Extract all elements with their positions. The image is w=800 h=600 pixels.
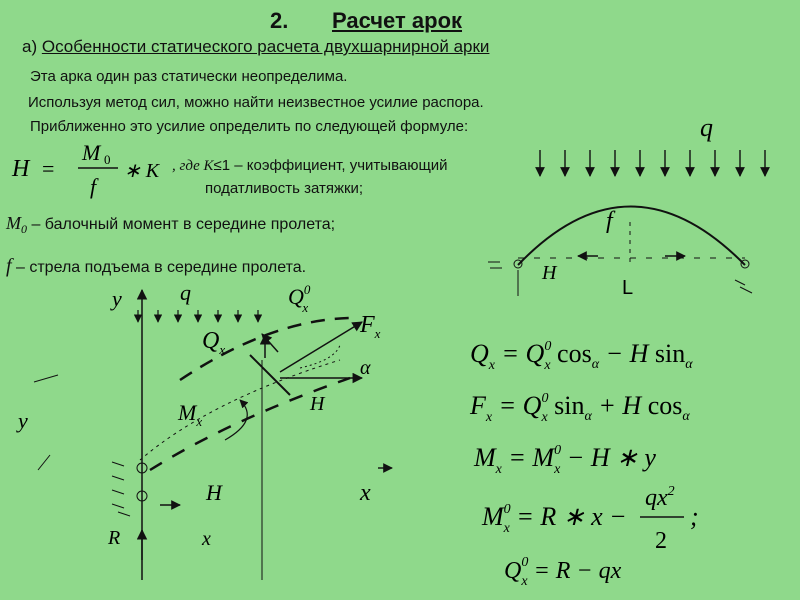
k-note-line2: податливость затяжки;: [205, 180, 364, 197]
arch-load-label: q: [700, 113, 713, 142]
y-left-tick-2: [38, 455, 50, 470]
def-m0-text: – балочный момент в середине пролета;: [27, 216, 336, 233]
text-line-3: Приближенно это усилие определить по следующей формуле:: [30, 118, 469, 135]
section-diagram: [16, 280, 392, 580]
main-formula-num: M: [82, 140, 101, 165]
main-formula-eq: =: [42, 156, 55, 181]
arch-rise-label: f: [606, 208, 613, 234]
main-formula-mult: ∗ K: [124, 160, 160, 182]
formula-mx0-num: $qx^2$: [645, 484, 675, 511]
h-support-label: H: [206, 480, 222, 505]
section-number: 2.: [270, 8, 289, 33]
y-left-tick: [34, 375, 58, 382]
def-m0-sub: 0: [21, 222, 27, 237]
section-load-arrows: [138, 310, 258, 322]
y-axis-label: y: [112, 286, 122, 311]
formula-fx: $F_x = Q^0$ x $\sin_\alpha + H$ $\cos_\alpha$: [470, 391, 690, 425]
fx-arrow: [280, 322, 362, 372]
subtitle-prefix: а): [22, 37, 42, 56]
section-title: Расчет арок: [332, 8, 463, 33]
formula-mx0-semicolon: ;: [690, 502, 699, 531]
text-line-2: Используя метод сил, можно найти неизвестное усилие распора.: [28, 94, 484, 111]
k-note-prefix: , где: [172, 158, 204, 174]
def-f-symbol: f: [6, 255, 12, 277]
k-note-var: K: [203, 158, 214, 174]
formula-block: [469, 339, 699, 589]
arch-right-support: [735, 260, 752, 293]
arch-diagram: [488, 113, 765, 299]
formula-mx0-den: 2: [655, 528, 667, 554]
formula-mx0: $M^0$ x = R ∗ x −: [482, 502, 627, 536]
main-formula-den: f: [90, 174, 97, 199]
arch-span-label: L: [622, 277, 634, 299]
arch-left-support: [488, 260, 522, 296]
section-load-label: q: [180, 280, 191, 305]
section-cut-line: [250, 355, 290, 395]
x-bottom-label: x: [202, 528, 211, 550]
formula-q0: $Q^0$ x = R − qx: [504, 555, 622, 589]
fx-label: $F_x$: [360, 312, 381, 341]
h-section-label: H: [310, 393, 325, 415]
k-note-relation: ≤1 – коэффициент, учитывающий: [213, 157, 448, 174]
reaction-label: R: [108, 527, 121, 549]
q0-label: $Q^0$ x: [288, 282, 311, 315]
text-line-1: Эта арка один раз статически неопределима.: [30, 68, 348, 85]
y-left-label: y: [18, 408, 28, 433]
def-m0-symbol: M: [6, 213, 21, 233]
mx-label: $M_x$: [178, 400, 203, 429]
arch-curve: [518, 207, 745, 266]
alpha-label: α: [360, 357, 371, 379]
arch-thrust-label: H: [542, 262, 557, 284]
x-axis-label: x: [360, 480, 371, 506]
qx-label: $Q_x$: [202, 328, 226, 357]
formula-qx: $Q_x = Q^0$ x $\cos_\alpha - H$ $\sin_\alpha$: [470, 339, 693, 373]
def-f-text: – стрела подъема в середине пролета.: [11, 259, 307, 276]
arch-load-arrows: [540, 150, 765, 176]
main-formula: [11, 140, 161, 199]
main-formula-num-sub: 0: [104, 152, 111, 167]
main-formula-lhs: H: [12, 156, 30, 182]
subtitle-text: Особенности статического расчета двухшарнирной арки: [41, 37, 490, 56]
formula-mx: $M_x = M^0$ x − H ∗ y: [474, 443, 656, 477]
